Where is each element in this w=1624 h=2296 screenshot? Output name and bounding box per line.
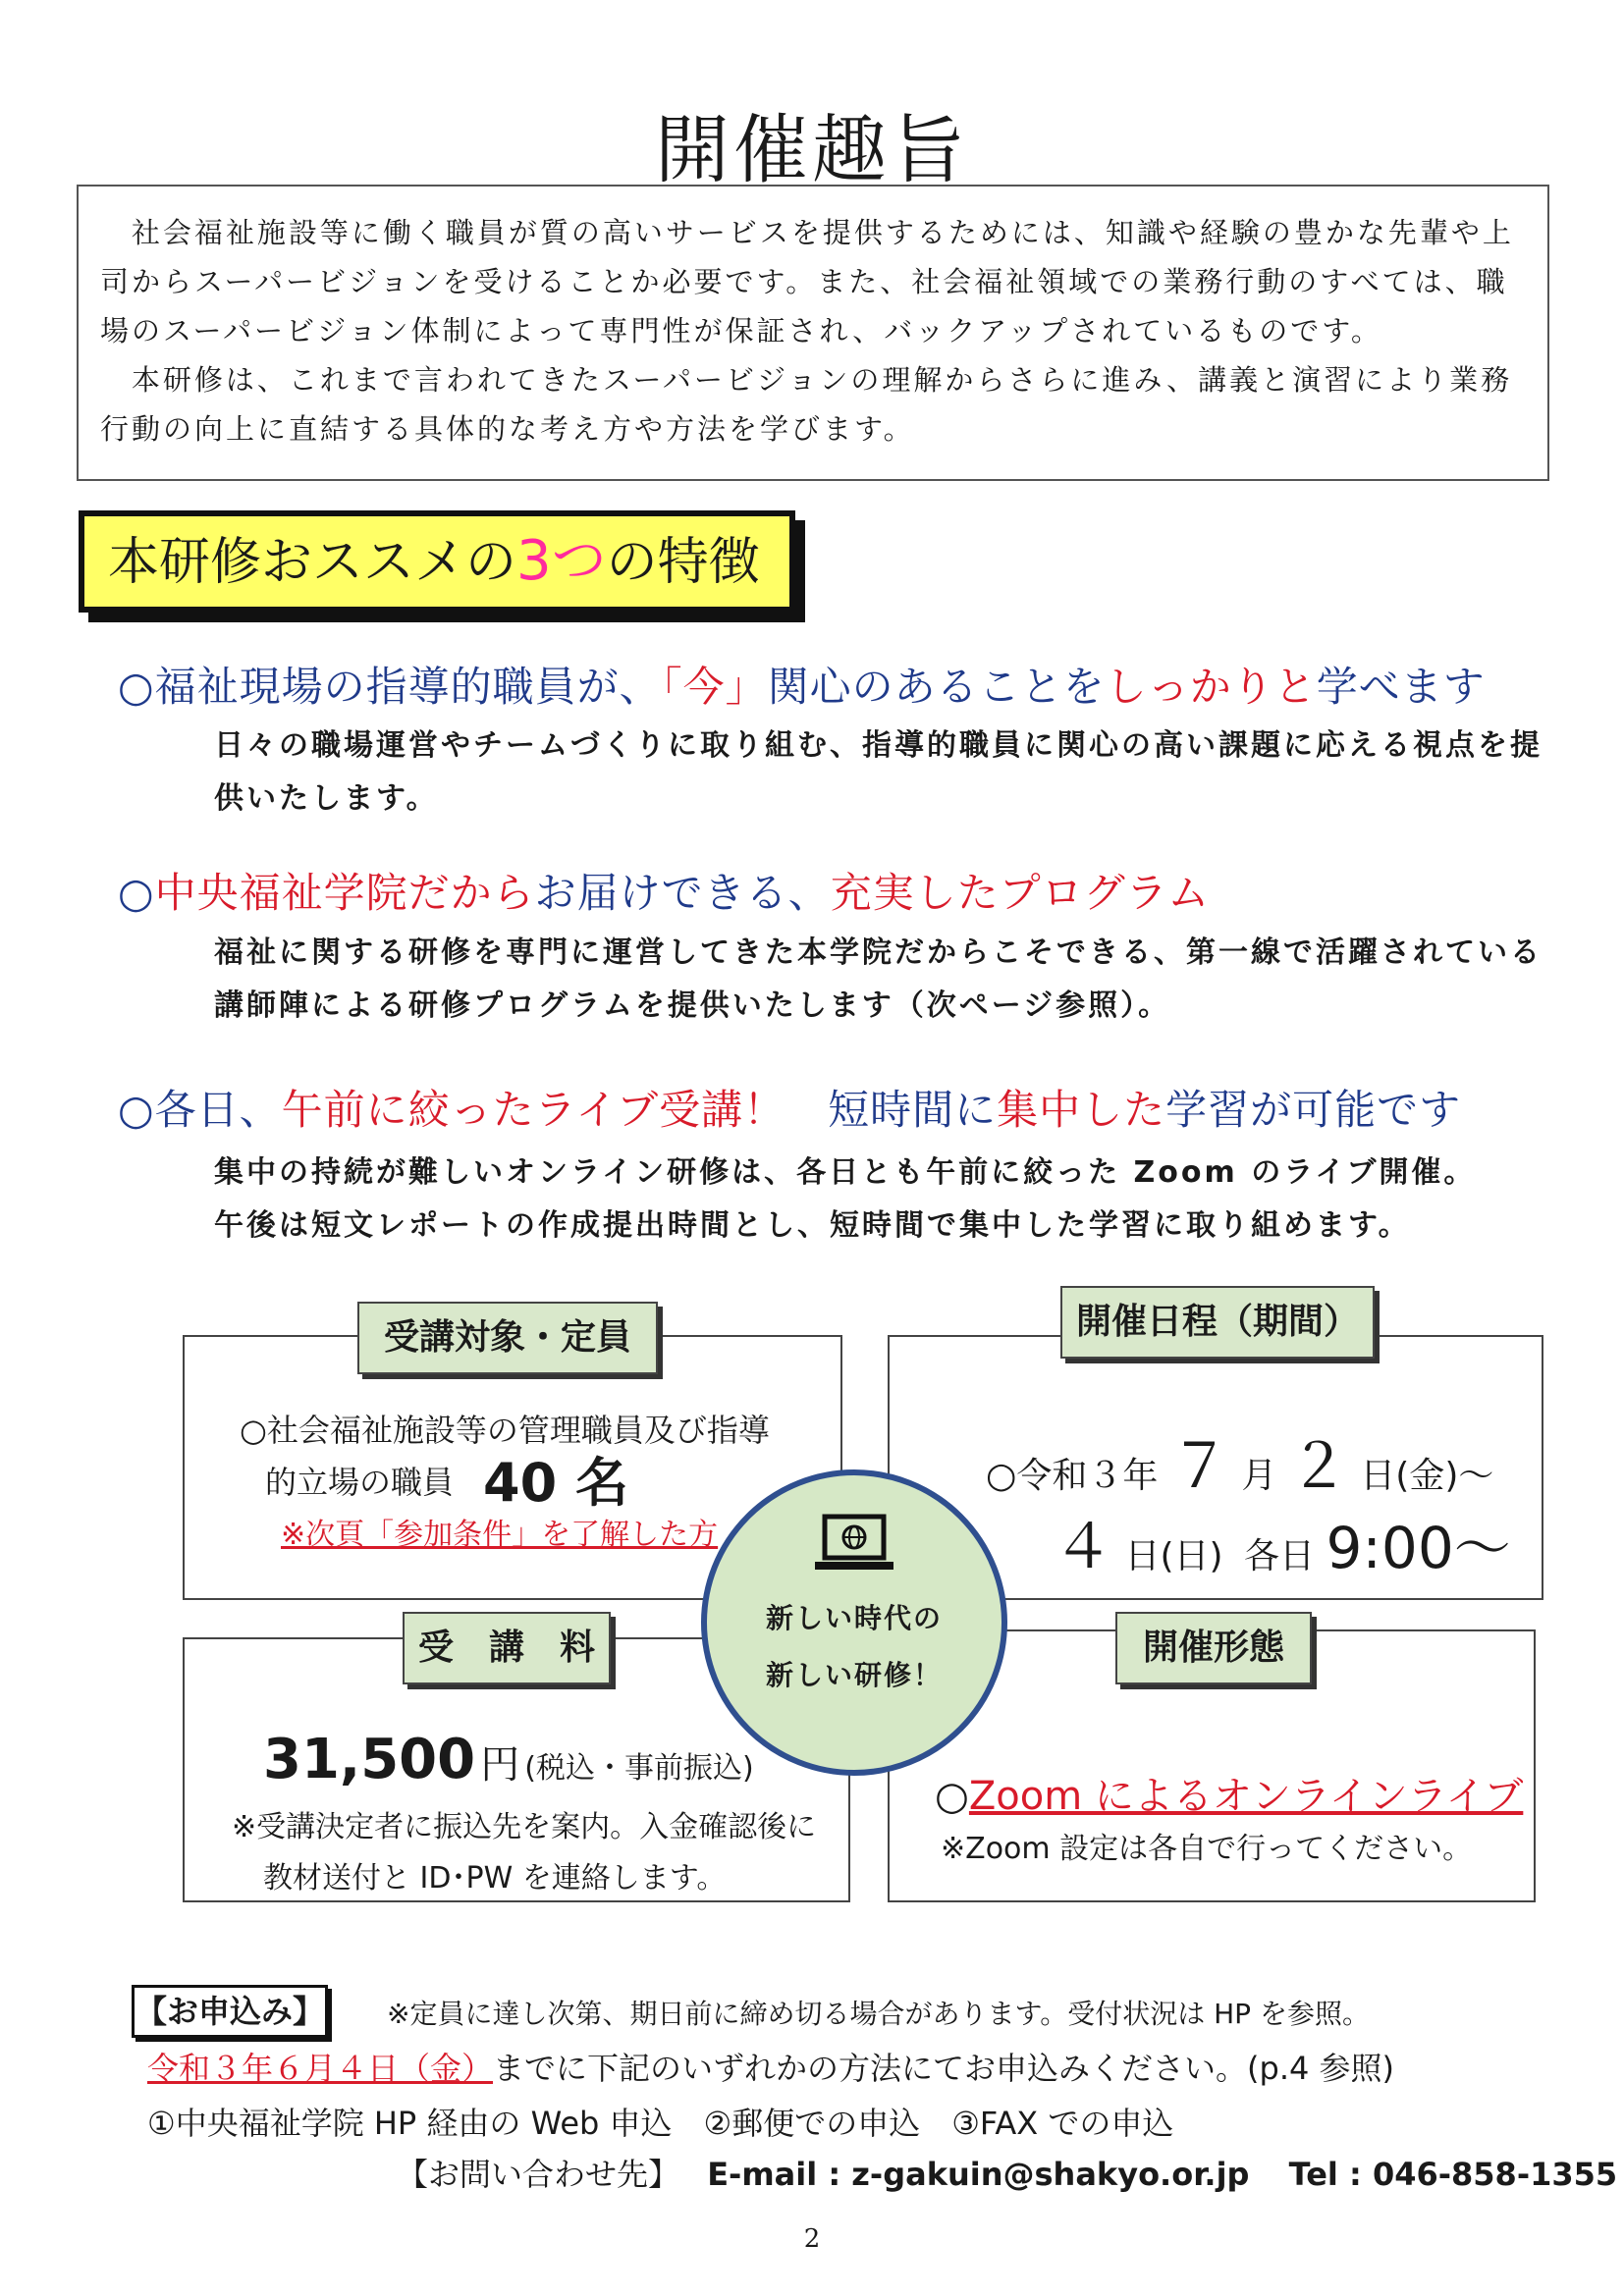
feature-2-title-part: 充実したプログラム [830,869,1211,917]
fee-label: 受 講 料 [403,1612,611,1684]
contact-label: 【お問い合わせ先】 [397,2156,680,2193]
schedule-line-1 [986,1417,1493,1505]
feature-1-body-line: 日々の職場運営やチームづくりに取り組む、指導的職員に関心の高い課題に応える視点を提 [214,728,1543,763]
feature-2-title-part: お届けできる、 [534,869,831,917]
feature-2-title-part: ○ [118,869,155,917]
application-label: 【お申込み】 [132,1985,328,2038]
feature-1-title-part: 「今」 [661,663,768,711]
fee-amount: 31,500 [263,1728,476,1791]
feature-3-title-part: 午前に絞ったライブ受講！ [281,1086,786,1134]
purpose-box [77,185,1549,481]
feature-3-title-part: 集中した [997,1086,1166,1134]
contact-email: E-mail : z-gakuin@shakyo.or.jp [707,2156,1250,2193]
purpose-paragraph-2: 本研修は、これまで言われてきたスーパービジョンの理解からさらに進み、講義と演習により業務行動の向上に直結する具体的な考え方や方法を学びます。 [100,363,1513,446]
feature-1-title-part: しっかりと [1105,663,1317,711]
schedule-label: 開催日程（期間） [1060,1286,1375,1359]
feature-2-body-line: 福祉に関する研修を専門に運営してきた本学院だからこそできる、第一線で活躍されている [214,935,1543,970]
page-title: 開催趣旨 [655,106,969,193]
feature-3-title-part: 学習が可能です [1165,1086,1462,1134]
feature-3-title-part: ○各日、 [118,1086,282,1134]
center-circle [701,1469,1007,1776]
contact-line [397,2150,1617,2195]
contact-tel: Tel : 046-858-1355 [1288,2156,1618,2193]
schedule-month-unit: 月 [1241,1456,1277,1496]
fee-note-2: 教材送付と ID･PW を連絡します。 [263,1861,727,1896]
feature-2-title [118,861,1210,920]
format-note: ※Zoom 設定は各自で行ってください。 [941,1832,1473,1866]
features-header-number: 3つ [516,529,607,593]
application-notice: ※定員に達し次第、期日前に締め切る場合があります。受付状況は HP を参照。 [387,1998,1370,2030]
fee-amount-line [263,1728,754,1791]
feature-3-body [214,1147,1569,1253]
schedule-day-2: ４ [1053,1511,1114,1582]
fee-note-1: ※受講決定者に振込先を案内。入金確認後に [232,1810,817,1844]
feature-3-body-line: 集中の持続が難しいオンライン研修は、各日とも午前に絞った Zoom のライブ開催。 [214,1155,1477,1190]
target-line-1: ○社会福祉施設等の管理職員及び指導 [240,1412,770,1449]
purpose-paragraph-1: 社会福祉施設等に働く職員が質の高いサービスを提供するためには、知識や経験の豊かな先輩や上司からスーパービジョンを受けることか必要です。また、社会福祉領域での業務行動のすべては、職場のスーパービジョン体制によって専門性が保証され、バックアップされているものです。 [100,216,1514,347]
target-capacity: 40 名 [483,1452,628,1514]
feature-1-title-part: 関心のあることを [767,663,1106,711]
format-method-line [935,1765,1523,1821]
schedule-line-2 [1053,1498,1511,1585]
feature-3-body-line: 午後は短文レポートの作成提出時間とし、短時間で集中した学習に取り組めます。 [214,1208,1411,1243]
features-header-before: 本研修おススメの [108,533,517,592]
application-deadline-line [147,2044,1394,2089]
target-label: 受講対象・定員 [357,1302,658,1374]
schedule-era: ○令和３年 [986,1456,1159,1496]
application-deadline: 令和３年６月４日（金） [147,2050,494,2087]
feature-1-title [118,655,1486,714]
feature-3-title-part: 短時間に [785,1086,998,1134]
circle-line-2: 新しい研修！ [765,1659,943,1691]
feature-2-body-line: 講師陣による研修プログラムを提供いたします（次ページ参照）。 [214,988,1171,1023]
format-prefix: ○ [935,1774,969,1819]
circle-line-1: 新しい時代の [765,1602,943,1634]
page-number: 2 [803,2224,821,2254]
schedule-month: ７ [1168,1430,1230,1502]
schedule-day: ２ [1287,1430,1349,1502]
application-deadline-after: までに下記のいずれかの方法にてお申込みください。(p.4 参照) [493,2050,1395,2087]
feature-1-title-part: ○福祉現場の指導的職員が、 [118,663,662,711]
feature-3-title [118,1078,1461,1137]
feature-2-title-part: 中央福祉学院だから [154,869,535,917]
feature-1-body-line: 供いたします。 [214,781,439,816]
application-methods: ①中央福祉学院 HP 経由の Web 申込 ②郵便での申込 ③FAX での申込 [147,2105,1174,2142]
features-header [79,510,795,613]
features-header-after: の特徴 [606,533,760,592]
feature-2-body [214,927,1569,1033]
target-note: ※次頁「参加条件」を了解した方 [281,1518,719,1552]
feature-1-body [214,720,1569,826]
schedule-day-unit: 日(金)～ [1360,1456,1494,1496]
format-label: 開催形態 [1115,1612,1312,1684]
target-line-2: 的立場の職員 [265,1464,455,1501]
laptop-globe-icon [811,1513,897,1574]
schedule-time: 9:00～ [1326,1515,1511,1581]
feature-1-title-part: 学べます [1316,663,1486,711]
fee-tax: (税込・事前振込) [524,1751,754,1786]
fee-unit: 円 [480,1742,520,1788]
schedule-day-2-unit: 日(日) [1124,1536,1223,1576]
format-method: Zoom によるオンラインライブ [968,1774,1524,1819]
schedule-each-day: 各日 [1244,1536,1316,1576]
